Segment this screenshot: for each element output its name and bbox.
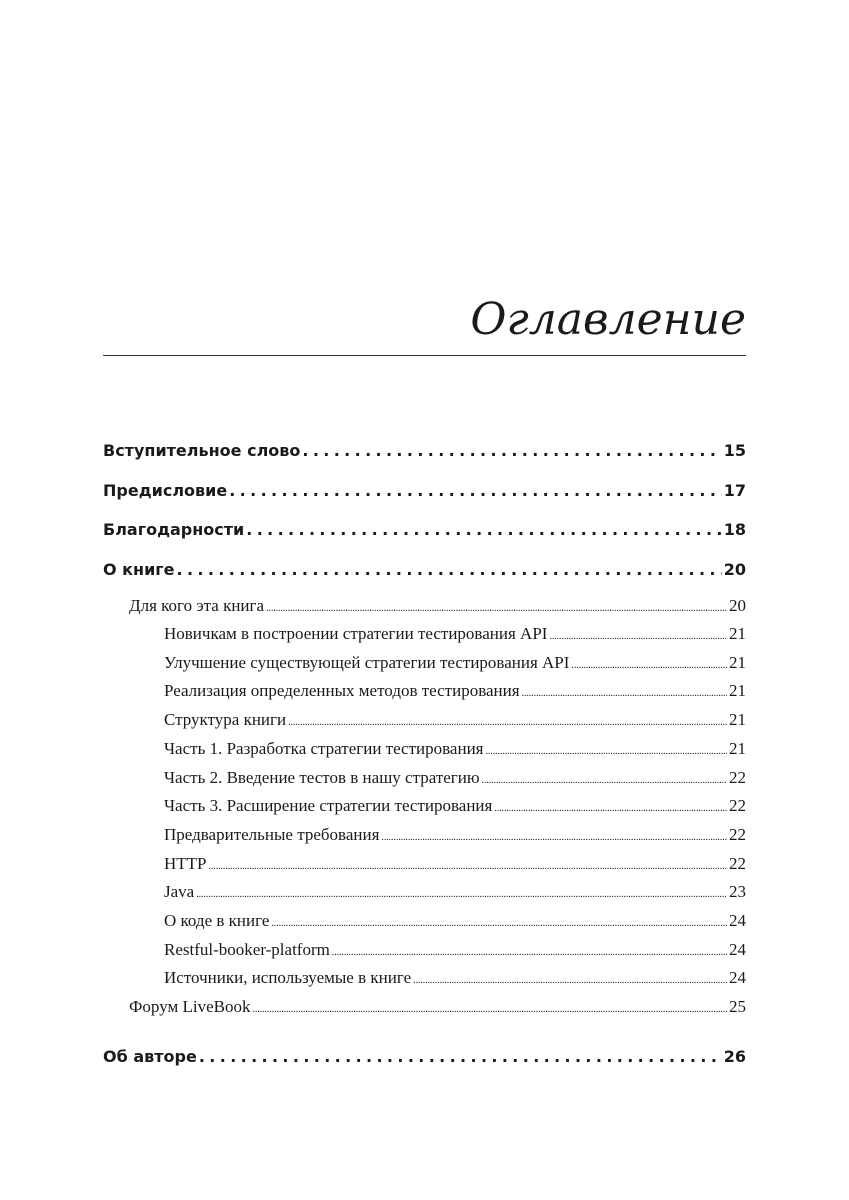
toc-entry[interactable] <box>103 439 746 463</box>
toc-entry-label: Java <box>164 882 195 901</box>
toc-entry-page: 21 <box>729 624 746 643</box>
toc-entry[interactable] <box>103 709 746 731</box>
toc-entry[interactable] <box>103 996 746 1018</box>
toc-entry-label: Реализация определенных методов тестирования <box>164 681 520 700</box>
toc-entry-page: 17 <box>723 481 746 500</box>
page-title: Оглавление <box>470 294 746 345</box>
toc-entry-label: О коде в книге <box>164 911 270 930</box>
toc-entry-label: Предварительные требования <box>164 825 380 844</box>
dot-leader <box>302 439 721 463</box>
dot-leader <box>266 595 727 620</box>
toc-entry-page: 15 <box>723 441 746 460</box>
toc-entry-page: 18 <box>723 520 746 539</box>
dot-leader <box>271 910 727 935</box>
toc-entry[interactable] <box>103 558 746 582</box>
dot-leader <box>252 996 727 1021</box>
dot-leader <box>229 479 722 503</box>
toc-entry-label: Часть 3. Расширение стратегии тестирования <box>164 796 493 815</box>
toc-entry-label: Структура книги <box>164 710 287 729</box>
toc-entry-label: Вступительное слово <box>103 441 301 460</box>
toc-entry[interactable] <box>103 623 746 645</box>
toc-entry[interactable] <box>103 1045 746 1069</box>
toc-entry-label: HTTP <box>164 854 207 873</box>
toc-entry-label: Часть 1. Разработка стратегии тестирования <box>164 739 484 758</box>
toc-entry-page: 24 <box>729 911 746 930</box>
toc-entry-page: 21 <box>729 653 746 672</box>
toc-entry[interactable] <box>103 795 746 817</box>
dot-leader <box>209 853 728 878</box>
toc-entry-page: 21 <box>729 739 746 758</box>
dot-leader <box>196 881 727 906</box>
toc-entry[interactable] <box>103 595 746 617</box>
dot-leader <box>288 709 727 734</box>
toc-entry-label: Для кого эта книга <box>129 596 265 615</box>
toc-entry-page: 23 <box>729 882 746 901</box>
dot-leader <box>486 738 728 763</box>
toc-entry-label: Благодарности <box>103 520 245 539</box>
toc-entry-label: Новичкам в построении стратегии тестирования API <box>164 624 548 643</box>
dot-leader <box>413 967 727 992</box>
toc-entry-page: 22 <box>729 768 746 787</box>
toc-entry[interactable] <box>103 824 746 846</box>
toc-entry[interactable] <box>103 479 746 503</box>
toc-entry-label: Источники, используемые в книге <box>164 968 412 987</box>
toc-entry-page: 22 <box>729 796 746 815</box>
toc-entry[interactable] <box>103 680 746 702</box>
toc-entry[interactable] <box>103 939 746 961</box>
toc-entry-page: 22 <box>729 825 746 844</box>
toc-entry-page: 24 <box>729 940 746 959</box>
toc-entry[interactable] <box>103 518 746 542</box>
dot-leader <box>381 824 727 849</box>
toc-entry-label: Часть 2. Введение тестов в нашу стратегию <box>164 768 480 787</box>
toc-entry-label: Улучшение существующей стратегии тестирования API <box>164 653 570 672</box>
table-of-contents <box>103 0 746 1200</box>
dot-leader <box>332 939 727 964</box>
toc-entry[interactable] <box>103 738 746 760</box>
toc-entry-page: 24 <box>729 968 746 987</box>
toc-entry-label: Форум LiveBook <box>129 997 251 1016</box>
toc-entry-page: 20 <box>723 560 746 579</box>
dot-leader <box>549 623 727 648</box>
toc-entry[interactable] <box>103 853 746 875</box>
toc-entry[interactable] <box>103 652 746 674</box>
toc-entry-page: 21 <box>729 710 746 729</box>
dot-leader <box>177 558 722 582</box>
toc-entry[interactable] <box>103 767 746 789</box>
dot-leader <box>571 652 727 677</box>
toc-entry-page: 22 <box>729 854 746 873</box>
toc-entry-page: 25 <box>729 997 746 1016</box>
toc-entry[interactable] <box>103 881 746 903</box>
toc-entry[interactable] <box>103 910 746 932</box>
toc-entry-label: Restful-booker-platform <box>164 940 330 959</box>
dot-leader <box>246 518 721 542</box>
dot-leader <box>522 680 727 705</box>
dot-leader <box>199 1045 722 1069</box>
toc-entry-label: О книге <box>103 560 175 579</box>
toc-entry-page: 26 <box>723 1047 746 1066</box>
toc-entry-label: Предисловие <box>103 481 228 500</box>
dot-leader <box>482 767 727 792</box>
toc-entry[interactable] <box>103 967 746 989</box>
dot-leader <box>494 795 727 820</box>
toc-entry-page: 20 <box>729 596 746 615</box>
toc-entry-label: Об авторе <box>103 1047 197 1066</box>
toc-entry-page: 21 <box>729 681 746 700</box>
